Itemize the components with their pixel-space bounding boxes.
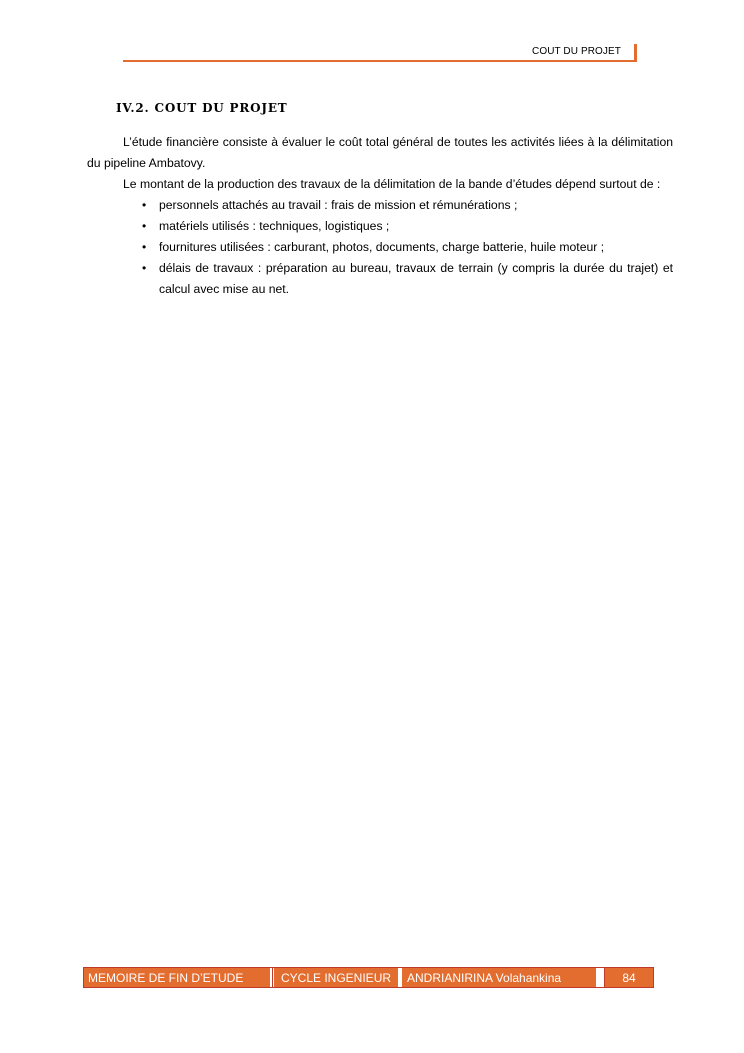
page-footer: [83, 967, 654, 988]
bullet-icon: •: [142, 240, 147, 254]
list-item-text: fournitures utilisées : carburant, photos, documents, charge batterie, huile moteur ;: [159, 240, 605, 254]
footer-cycle: CYCLE INGENIEUR: [274, 968, 400, 987]
list-item-text: matériels utilisés : techniques, logistiques ;: [159, 219, 390, 233]
list-item-text: personnels attachés au travail : frais de mission et rémunérations ;: [159, 198, 518, 212]
bullet-icon: •: [142, 219, 147, 233]
list-item: [142, 237, 673, 258]
footer-memoire: MEMOIRE DE FIN D’ETUDE: [84, 968, 272, 987]
section-heading: IV.2. COUT DU PROJET: [116, 101, 288, 115]
list-item-text: délais de travaux : préparation au bureau, travaux de terrain (y compris la durée du trajet) et calcul avec mise au net.: [159, 261, 673, 296]
bullet-icon: •: [142, 198, 147, 212]
header-rule: [123, 60, 637, 62]
paragraph-montant: Le montant de la production des travaux de la délimitation de la bande d’études dépend surtout de :: [123, 177, 661, 191]
bullet-list: [87, 195, 673, 300]
paragraph-intro: L’étude financière consiste à évaluer le coût total général de toutes les activités liées à la délimitation du pipeline Ambatovy.: [87, 135, 673, 170]
list-item: [142, 258, 673, 300]
list-item: [142, 216, 673, 237]
header-accent-bar: [634, 44, 637, 62]
bullet-icon: •: [142, 261, 147, 275]
footer-page-number: 84: [604, 968, 653, 987]
footer-author: ANDRIANIRINA Volahankina: [402, 968, 598, 987]
page-header: [123, 44, 637, 62]
body-content: [87, 132, 673, 300]
list-item: [142, 195, 673, 216]
header-title: COUT DU PROJET: [532, 46, 621, 57]
